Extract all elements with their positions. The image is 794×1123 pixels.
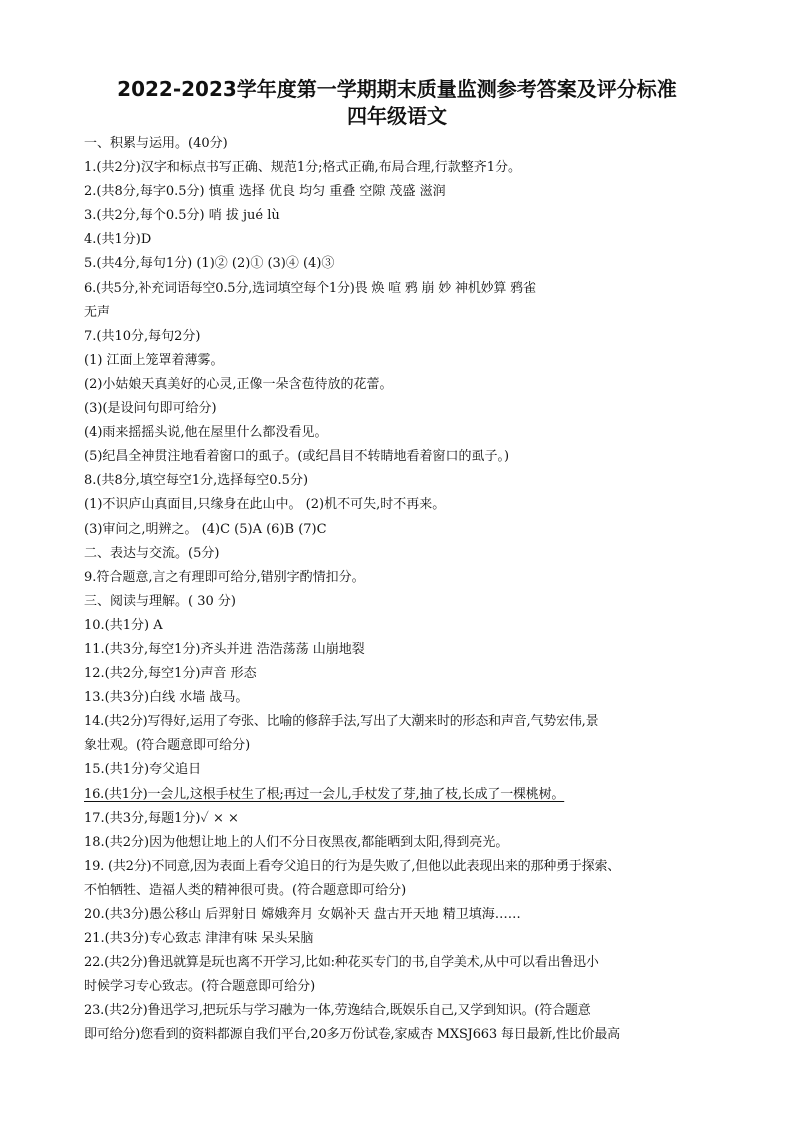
answer-line: (2)小姑娘天真美好的心灵,正像一朵含苞待放的花蕾。: [84, 376, 393, 392]
answer-line: 12.(共2分,每空1分)声音 形态: [84, 666, 257, 682]
answer-line: 象壮观。(符合题意即可给分): [84, 738, 251, 754]
answer-line: (1)不识庐山真面目,只缘身在此山中。 (2)机不可失,时不再来。: [84, 497, 446, 513]
answer-line: 11.(共3分,每空1分)齐头并进 浩浩荡荡 山崩地裂: [84, 641, 365, 657]
answer-line: 8.(共8分,填空每空1分,选择每空0.5分): [84, 473, 309, 489]
answer-line: 17.(共3分,每题1分)✓ × ×: [84, 810, 239, 826]
answer-line: 4.(共1分)D: [84, 232, 152, 248]
section-heading-3: 三、阅读与理解。( 30 分): [84, 593, 236, 609]
document-subtitle: 四年级语文: [347, 104, 447, 128]
answer-line: 6.(共5分,补充词语每空0.5分,选词填空每个1分)畏 焕 喧 鸦 崩 妙 神机妙算 鸦雀: [84, 280, 536, 296]
answer-line: 10.(共1分) A: [84, 617, 163, 633]
answer-line: 2.(共8分,每字0.5分) 慎重 选择 优良 均匀 重叠 空隙 茂盛 滋润: [84, 184, 446, 200]
answer-line: 5.(共4分,每句1分) (1)② (2)① (3)④ (4)③: [84, 256, 335, 272]
answer-line: (5)纪昌全神贯注地看着窗口的虱子。(或纪昌目不转睛地看着窗口的虱子。): [84, 449, 510, 465]
answer-line: 3.(共2分,每个0.5分) 哨 拔 jué lù: [84, 208, 280, 224]
section-heading-1: 一、积累与运用。(40分): [84, 136, 228, 151]
answer-line: 即可给分)您看到的资料都源自我们平台,20多万份试卷,家威杏 MXSJ663 每日最新,性比价最高: [84, 1027, 620, 1043]
answer-line: (3)(是设问句即可给分): [84, 401, 217, 417]
answer-line: 23.(共2分)鲁迅学习,把玩乐与学习融为一体,劳逸结合,既娱乐自己,又学到知识。(符合题意: [84, 1003, 591, 1019]
answer-line: 不怕牺牲、造福人类的精神很可贵。(符合题意即可给分): [84, 882, 407, 898]
answer-line: (3)审问之,明辨之。 (4)C (5)A (6)B (7)C: [84, 521, 327, 537]
answer-line: (1) 江面上笼罩着薄雾。: [84, 352, 224, 368]
answer-line: 时候学习专心致志。(符合题意即可给分): [84, 979, 316, 995]
answer-line-underlined: 16.(共1分)一会儿,这根手杖生了根;再过一会儿,手杖发了芽,抽了枝,长成了一棵桃树。: [84, 786, 565, 802]
answer-line: 14.(共2分)写得好,运用了夸张、比喻的修辞手法,写出了大潮来时的形态和声音,气势宏伟,景: [84, 714, 599, 730]
answer-line: 7.(共10分,每句2分): [84, 328, 201, 344]
answer-line: 15.(共1分)夸父追日: [84, 762, 202, 778]
answer-body: [84, 132, 716, 1048]
answer-line: 20.(共3分)愚公移山 后羿射日 嫦娥奔月 女娲补天 盘古开天地 精卫填海……: [84, 907, 521, 922]
answer-line: 无声: [84, 304, 111, 320]
document-title: 2022-2023学年度第一学期期末质量监测参考答案及评分标准: [117, 77, 677, 101]
answer-line: 21.(共3分)专心致志 津津有味 呆头呆脑: [84, 931, 314, 947]
answer-line: 22.(共2分)鲁迅就算是玩也离不开学习,比如:种花买专门的书,自学美术,从中可以看出鲁迅小: [84, 955, 599, 971]
answer-line: 18.(共2分)因为他想让地上的人们不分日夜黑夜,都能晒到太阳,得到亮光。: [84, 834, 509, 850]
answer-line: 13.(共3分)白线 水墙 战马。: [84, 690, 249, 706]
answer-line: 9.符合题意,言之有理即可给分,错别字酌情扣分。: [84, 569, 365, 585]
section-heading-2: 二、表达与交流。(5分): [84, 545, 220, 561]
answer-line: (4)雨来摇摇头说,他在屋里什么都没看见。: [84, 425, 328, 441]
answer-line: 1.(共2分)汉字和标点书写正确、规范1分;格式正确,布局合理,行款整齐1分。: [84, 160, 522, 176]
answer-line: 19. (共2分)不同意,因为表面上看夸父追日的行为是失败了,但他以此表现出来的那种勇于探索、: [84, 858, 621, 874]
